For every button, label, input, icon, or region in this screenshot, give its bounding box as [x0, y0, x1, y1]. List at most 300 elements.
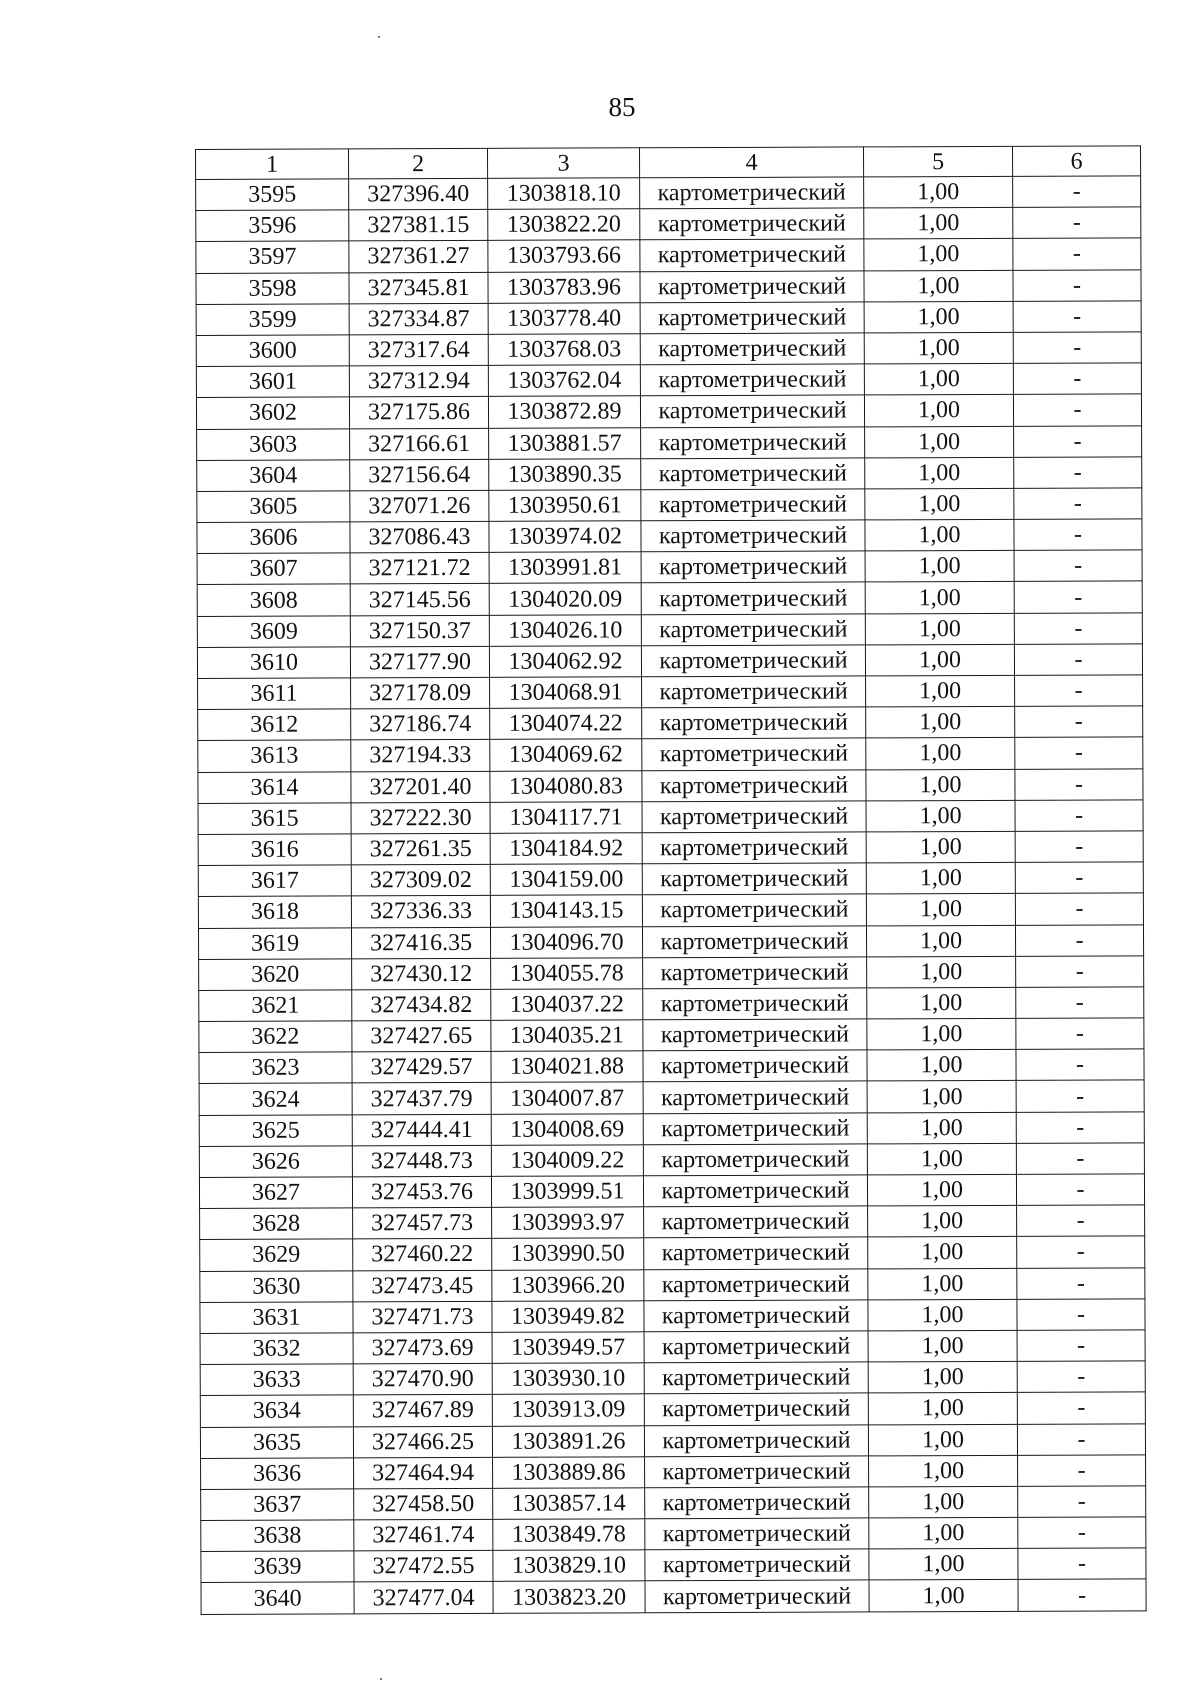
point-number-cell: 3598	[196, 272, 349, 304]
table-row	[198, 862, 1143, 897]
point-number-cell: 3621	[199, 990, 352, 1022]
table-row	[200, 1267, 1145, 1302]
method-cell: картометрический	[643, 1175, 867, 1207]
y-coordinate-cell: 1304008.69	[491, 1113, 643, 1145]
x-coordinate-cell: 327448.73	[352, 1145, 491, 1177]
point-number-cell: 3637	[201, 1489, 354, 1521]
accuracy-cell: 1,00	[867, 987, 1016, 1019]
accuracy-cell: 1,00	[866, 894, 1015, 926]
table-row	[198, 737, 1143, 772]
y-coordinate-cell: 1303762.04	[488, 365, 640, 397]
point-number-cell: 3603	[197, 428, 350, 460]
point-number-cell: 3614	[198, 771, 351, 803]
point-number-cell: 3618	[198, 896, 351, 928]
point-number-cell: 3619	[198, 927, 351, 959]
method-cell: картометрический	[640, 239, 864, 271]
note-cell: -	[1018, 1486, 1146, 1518]
table-row	[201, 1548, 1146, 1583]
method-cell: картометрический	[644, 1300, 868, 1332]
table-row	[199, 1049, 1144, 1084]
table-row	[197, 581, 1142, 616]
table-row	[196, 301, 1141, 336]
point-number-cell: 3616	[198, 834, 351, 866]
accuracy-cell: 1,00	[868, 1299, 1017, 1331]
table-row	[199, 1143, 1144, 1178]
note-cell: -	[1016, 1143, 1144, 1175]
y-coordinate-cell: 1303783.96	[488, 271, 640, 303]
point-number-cell: 3613	[198, 740, 351, 772]
note-cell: -	[1013, 238, 1141, 270]
method-cell: картометрический	[643, 1019, 867, 1051]
x-coordinate-cell: 327472.55	[354, 1551, 493, 1583]
accuracy-cell: 1,00	[865, 551, 1014, 583]
x-coordinate-cell: 327460.22	[353, 1239, 492, 1271]
x-coordinate-cell: 327186.74	[351, 709, 490, 741]
y-coordinate-cell: 1304007.87	[491, 1082, 643, 1114]
note-cell: -	[1014, 550, 1142, 582]
y-coordinate-cell: 1304026.10	[489, 614, 641, 646]
x-coordinate-cell: 327471.73	[353, 1301, 492, 1333]
y-coordinate-cell: 1303881.57	[489, 427, 641, 459]
scan-speck	[378, 36, 380, 38]
y-coordinate-cell: 1304080.83	[490, 770, 642, 802]
accuracy-cell: 1,00	[865, 644, 1014, 676]
accuracy-cell: 1,00	[867, 1174, 1016, 1206]
method-cell: картометрический	[641, 551, 865, 583]
method-cell: картометрический	[641, 520, 865, 552]
note-cell: -	[1015, 675, 1143, 707]
table-row	[197, 457, 1142, 492]
accuracy-cell: 1,00	[866, 707, 1015, 739]
table-row	[196, 176, 1141, 211]
note-cell: -	[1016, 1080, 1144, 1112]
y-coordinate-cell: 1303818.10	[488, 178, 640, 210]
x-coordinate-cell: 327317.64	[349, 334, 488, 366]
note-cell: -	[1016, 1018, 1144, 1050]
table-row	[200, 1392, 1145, 1427]
table-row	[199, 1111, 1144, 1146]
y-coordinate-cell: 1303913.09	[492, 1394, 644, 1426]
method-cell: картометрический	[641, 582, 865, 614]
method-cell: картометрический	[640, 302, 864, 334]
note-cell: -	[1014, 519, 1142, 551]
table-row	[198, 768, 1143, 803]
x-coordinate-cell: 327086.43	[350, 521, 489, 553]
x-coordinate-cell: 327473.69	[353, 1332, 492, 1364]
table-row	[198, 924, 1143, 959]
point-number-cell: 3640	[201, 1582, 354, 1614]
x-coordinate-cell: 327071.26	[350, 490, 489, 522]
point-number-cell: 3633	[200, 1364, 353, 1396]
accuracy-cell: 1,00	[865, 582, 1014, 614]
x-coordinate-cell: 327416.35	[351, 927, 490, 959]
table-row	[196, 269, 1141, 304]
method-cell: картометрический	[642, 738, 866, 770]
method-cell: картометрический	[641, 489, 865, 521]
accuracy-cell: 1,00	[864, 301, 1013, 333]
accuracy-cell: 1,00	[869, 1549, 1018, 1581]
y-coordinate-cell: 1304068.91	[490, 677, 642, 709]
method-cell: картометрический	[640, 208, 864, 240]
method-cell: картометрический	[640, 177, 864, 209]
y-coordinate-cell: 1304021.88	[491, 1051, 643, 1083]
note-cell: -	[1014, 581, 1142, 613]
accuracy-cell: 1,00	[864, 363, 1013, 395]
method-cell: картометрический	[643, 1144, 867, 1176]
y-coordinate-cell: 1303872.89	[488, 396, 640, 428]
note-cell: -	[1015, 831, 1143, 863]
accuracy-cell: 1,00	[868, 1330, 1017, 1362]
table-row	[199, 1174, 1144, 1209]
point-number-cell: 3636	[201, 1458, 354, 1490]
point-number-cell: 3615	[198, 803, 351, 835]
note-cell: -	[1013, 176, 1141, 208]
point-number-cell: 3595	[196, 179, 349, 211]
y-coordinate-cell: 1303768.03	[488, 334, 640, 366]
point-number-cell: 3597	[196, 241, 349, 273]
point-number-cell: 3596	[196, 210, 349, 242]
note-cell: -	[1015, 893, 1143, 925]
x-coordinate-cell: 327427.65	[352, 1020, 491, 1052]
y-coordinate-cell: 1303829.10	[493, 1550, 645, 1582]
accuracy-cell: 1,00	[868, 1237, 1017, 1269]
note-cell: -	[1015, 800, 1143, 832]
table-row	[201, 1455, 1146, 1490]
x-coordinate-cell: 327381.15	[349, 210, 488, 242]
table-row	[196, 332, 1141, 367]
point-number-cell: 3612	[198, 709, 351, 741]
x-coordinate-cell: 327473.45	[353, 1270, 492, 1302]
table-row	[197, 644, 1142, 679]
point-number-cell: 3628	[200, 1208, 353, 1240]
method-cell: картометрический	[642, 769, 866, 801]
point-number-cell: 3605	[197, 491, 350, 523]
table-row	[200, 1236, 1145, 1271]
point-number-cell: 3608	[197, 584, 350, 616]
table-row	[199, 987, 1144, 1022]
x-coordinate-cell: 327150.37	[350, 615, 489, 647]
x-coordinate-cell: 327434.82	[352, 989, 491, 1021]
point-number-cell: 3602	[196, 397, 349, 429]
accuracy-cell: 1,00	[865, 488, 1014, 520]
y-coordinate-cell: 1303993.97	[492, 1207, 644, 1239]
y-coordinate-cell: 1304096.70	[490, 926, 642, 958]
y-coordinate-cell: 1304069.62	[490, 739, 642, 771]
accuracy-cell: 1,00	[864, 395, 1013, 427]
accuracy-cell: 1,00	[866, 675, 1015, 707]
y-coordinate-cell: 1303889.86	[493, 1456, 645, 1488]
x-coordinate-cell: 327430.12	[352, 958, 491, 990]
note-cell: -	[1017, 1267, 1145, 1299]
accuracy-cell: 1,00	[867, 1050, 1016, 1082]
method-cell: картометрический	[642, 925, 866, 957]
y-coordinate-cell: 1303823.20	[493, 1581, 645, 1613]
method-cell: картометрический	[642, 894, 866, 926]
note-cell: -	[1016, 1111, 1144, 1143]
note-cell: -	[1014, 425, 1142, 457]
point-number-cell: 3599	[196, 304, 349, 336]
method-cell: картометрический	[642, 707, 866, 739]
x-coordinate-cell: 327334.87	[349, 303, 488, 335]
table-row	[199, 1080, 1144, 1115]
method-cell: картометрический	[645, 1487, 869, 1519]
method-cell: картометрический	[643, 1050, 867, 1082]
accuracy-cell: 1,00	[868, 1424, 1017, 1456]
table-row	[196, 363, 1141, 398]
accuracy-cell: 1,00	[865, 426, 1014, 458]
accuracy-cell: 1,00	[869, 1580, 1018, 1612]
point-number-cell: 3630	[200, 1270, 353, 1302]
accuracy-cell: 1,00	[868, 1206, 1017, 1238]
table-row	[197, 612, 1142, 647]
note-cell: -	[1016, 1174, 1144, 1206]
scan-speck	[380, 1678, 382, 1680]
note-cell: -	[1017, 1423, 1145, 1455]
accuracy-cell: 1,00	[864, 176, 1013, 208]
note-cell: -	[1014, 644, 1142, 676]
header-row	[196, 146, 1141, 180]
method-cell: картометрический	[644, 1206, 868, 1238]
x-coordinate-cell: 327336.33	[351, 896, 490, 928]
x-coordinate-cell: 327166.61	[350, 428, 489, 460]
point-number-cell: 3611	[198, 678, 351, 710]
table-row	[200, 1361, 1145, 1396]
table-row	[197, 488, 1142, 523]
accuracy-cell: 1,00	[868, 1393, 1017, 1425]
table-row	[198, 706, 1143, 741]
method-cell: картометрический	[645, 1549, 869, 1581]
table-row	[197, 519, 1142, 554]
point-number-cell: 3610	[197, 647, 350, 679]
y-coordinate-cell: 1303849.78	[493, 1519, 645, 1551]
accuracy-cell: 1,00	[869, 1455, 1018, 1487]
point-number-cell: 3632	[200, 1333, 353, 1365]
x-coordinate-cell: 327477.04	[354, 1582, 493, 1614]
column-header: 6	[1012, 146, 1140, 176]
note-cell: -	[1015, 737, 1143, 769]
table-row	[201, 1579, 1146, 1614]
method-cell: картометрический	[643, 988, 867, 1020]
x-coordinate-cell: 327466.25	[353, 1426, 492, 1458]
x-coordinate-cell: 327457.73	[353, 1208, 492, 1240]
x-coordinate-cell: 327156.64	[350, 459, 489, 491]
table-row	[201, 1517, 1146, 1552]
y-coordinate-cell: 1303778.40	[488, 303, 640, 335]
y-coordinate-cell: 1303999.51	[491, 1176, 643, 1208]
y-coordinate-cell: 1303950.61	[489, 490, 641, 522]
x-coordinate-cell: 327458.50	[354, 1488, 493, 1520]
table-row	[200, 1299, 1145, 1334]
y-coordinate-cell: 1303966.20	[492, 1269, 644, 1301]
accuracy-cell: 1,00	[866, 925, 1015, 957]
table-row	[199, 956, 1144, 991]
x-coordinate-cell: 327396.40	[349, 178, 488, 210]
method-cell: картометрический	[644, 1424, 868, 1456]
accuracy-cell: 1,00	[866, 831, 1015, 863]
point-number-cell: 3624	[199, 1083, 352, 1115]
table-row	[196, 207, 1141, 242]
accuracy-cell: 1,00	[864, 332, 1013, 364]
y-coordinate-cell: 1303949.82	[492, 1301, 644, 1333]
accuracy-cell: 1,00	[866, 800, 1015, 832]
note-cell: -	[1017, 1299, 1145, 1331]
x-coordinate-cell: 327145.56	[350, 584, 489, 616]
y-coordinate-cell: 1303793.66	[488, 240, 640, 272]
note-cell: -	[1013, 269, 1141, 301]
x-coordinate-cell: 327177.90	[350, 646, 489, 678]
accuracy-cell: 1,00	[868, 1361, 1017, 1393]
column-header: 1	[196, 149, 349, 180]
table-header	[196, 146, 1141, 180]
method-cell: картометрический	[644, 1393, 868, 1425]
coordinates-table	[195, 145, 1147, 1614]
y-coordinate-cell: 1304055.78	[491, 957, 643, 989]
note-cell: -	[1017, 1361, 1145, 1393]
y-coordinate-cell: 1303990.50	[492, 1238, 644, 1270]
x-coordinate-cell: 327437.79	[352, 1083, 491, 1115]
note-cell: -	[1018, 1455, 1146, 1487]
column-header: 5	[863, 146, 1012, 177]
column-header: 2	[349, 148, 488, 179]
table-row	[198, 893, 1143, 928]
note-cell: -	[1016, 1049, 1144, 1081]
y-coordinate-cell: 1303930.10	[492, 1363, 644, 1395]
accuracy-cell: 1,00	[866, 769, 1015, 801]
y-coordinate-cell: 1304184.92	[490, 833, 642, 865]
accuracy-cell: 1,00	[866, 738, 1015, 770]
method-cell: картометрический	[645, 1580, 869, 1612]
point-number-cell: 3627	[199, 1177, 352, 1209]
point-number-cell: 3604	[197, 460, 350, 492]
method-cell: картометрический	[640, 333, 864, 365]
x-coordinate-cell: 327470.90	[353, 1363, 492, 1395]
method-cell: картометрический	[644, 1268, 868, 1300]
method-cell: картометрический	[644, 1331, 868, 1363]
method-cell: картометрический	[641, 426, 865, 458]
point-number-cell: 3639	[201, 1551, 354, 1583]
column-header: 4	[639, 147, 863, 178]
note-cell: -	[1017, 1392, 1145, 1424]
x-coordinate-cell: 327261.35	[351, 833, 490, 865]
point-number-cell: 3607	[197, 553, 350, 585]
x-coordinate-cell: 327453.76	[352, 1176, 491, 1208]
x-coordinate-cell: 327222.30	[351, 802, 490, 834]
method-cell: картометрический	[640, 364, 864, 396]
y-coordinate-cell: 1304117.71	[490, 802, 642, 834]
y-coordinate-cell: 1303949.57	[492, 1332, 644, 1364]
point-number-cell: 3625	[199, 1115, 352, 1147]
point-number-cell: 3622	[199, 1021, 352, 1053]
point-number-cell: 3600	[196, 335, 349, 367]
note-cell: -	[1016, 987, 1144, 1019]
y-coordinate-cell: 1303890.35	[489, 458, 641, 490]
table-row	[200, 1423, 1145, 1458]
page-number: 85	[608, 92, 636, 122]
table-row	[196, 394, 1141, 429]
note-cell: -	[1013, 207, 1141, 239]
method-cell: картометрический	[642, 676, 866, 708]
accuracy-cell: 1,00	[868, 1268, 1017, 1300]
point-number-cell: 3635	[200, 1426, 353, 1458]
note-cell: -	[1013, 301, 1141, 333]
table-row	[200, 1330, 1145, 1365]
accuracy-cell: 1,00	[864, 270, 1013, 302]
note-cell: -	[1018, 1579, 1146, 1611]
method-cell: картометрический	[645, 1456, 869, 1488]
table-row	[198, 831, 1143, 866]
method-cell: картометрический	[645, 1518, 869, 1550]
point-number-cell: 3634	[200, 1395, 353, 1427]
accuracy-cell: 1,00	[865, 457, 1014, 489]
table-row	[196, 238, 1141, 273]
point-number-cell: 3606	[197, 522, 350, 554]
point-number-cell: 3623	[199, 1052, 352, 1084]
point-number-cell: 3638	[201, 1520, 354, 1552]
accuracy-cell: 1,00	[869, 1486, 1018, 1518]
x-coordinate-cell: 327429.57	[352, 1052, 491, 1084]
x-coordinate-cell: 327178.09	[351, 677, 490, 709]
method-cell: картометрический	[643, 1081, 867, 1113]
note-cell: -	[1014, 488, 1142, 520]
table-row	[199, 1018, 1144, 1053]
note-cell: -	[1017, 1236, 1145, 1268]
y-coordinate-cell: 1303857.14	[493, 1488, 645, 1520]
x-coordinate-cell: 327121.72	[350, 553, 489, 585]
note-cell: -	[1017, 1330, 1145, 1362]
y-coordinate-cell: 1304020.09	[489, 583, 641, 615]
method-cell: картометрический	[642, 832, 866, 864]
note-cell: -	[1014, 612, 1142, 644]
accuracy-cell: 1,00	[864, 239, 1013, 271]
method-cell: картометрический	[640, 395, 864, 427]
accuracy-cell: 1,00	[867, 1081, 1016, 1113]
note-cell: -	[1013, 394, 1141, 426]
y-coordinate-cell: 1303991.81	[489, 552, 641, 584]
method-cell: картометрический	[641, 614, 865, 646]
x-coordinate-cell: 327461.74	[354, 1519, 493, 1551]
note-cell: -	[1013, 363, 1141, 395]
method-cell: картометрический	[641, 645, 865, 677]
note-cell: -	[1018, 1548, 1146, 1580]
x-coordinate-cell: 327464.94	[354, 1457, 493, 1489]
table-row	[198, 675, 1143, 710]
y-coordinate-cell: 1304159.00	[490, 864, 642, 896]
method-cell: картометрический	[644, 1237, 868, 1269]
accuracy-cell: 1,00	[869, 1517, 1018, 1549]
note-cell: -	[1015, 924, 1143, 956]
note-cell: -	[1014, 457, 1142, 489]
x-coordinate-cell: 327361.27	[349, 241, 488, 273]
method-cell: картометрический	[642, 863, 866, 895]
method-cell: картометрический	[641, 458, 865, 490]
note-cell: -	[1017, 1205, 1145, 1237]
x-coordinate-cell: 327312.94	[349, 366, 488, 398]
method-cell: картометрический	[644, 1362, 868, 1394]
y-coordinate-cell: 1304074.22	[490, 708, 642, 740]
y-coordinate-cell: 1304009.22	[491, 1145, 643, 1177]
method-cell: картометрический	[643, 957, 867, 989]
note-cell: -	[1018, 1517, 1146, 1549]
accuracy-cell: 1,00	[865, 613, 1014, 645]
table-row	[200, 1205, 1145, 1240]
y-coordinate-cell: 1304062.92	[489, 646, 641, 678]
column-header: 3	[487, 148, 639, 179]
x-coordinate-cell: 327309.02	[351, 864, 490, 896]
x-coordinate-cell: 327194.33	[351, 740, 490, 772]
y-coordinate-cell: 1303974.02	[489, 521, 641, 553]
y-coordinate-cell: 1304037.22	[491, 989, 643, 1021]
accuracy-cell: 1,00	[867, 1143, 1016, 1175]
